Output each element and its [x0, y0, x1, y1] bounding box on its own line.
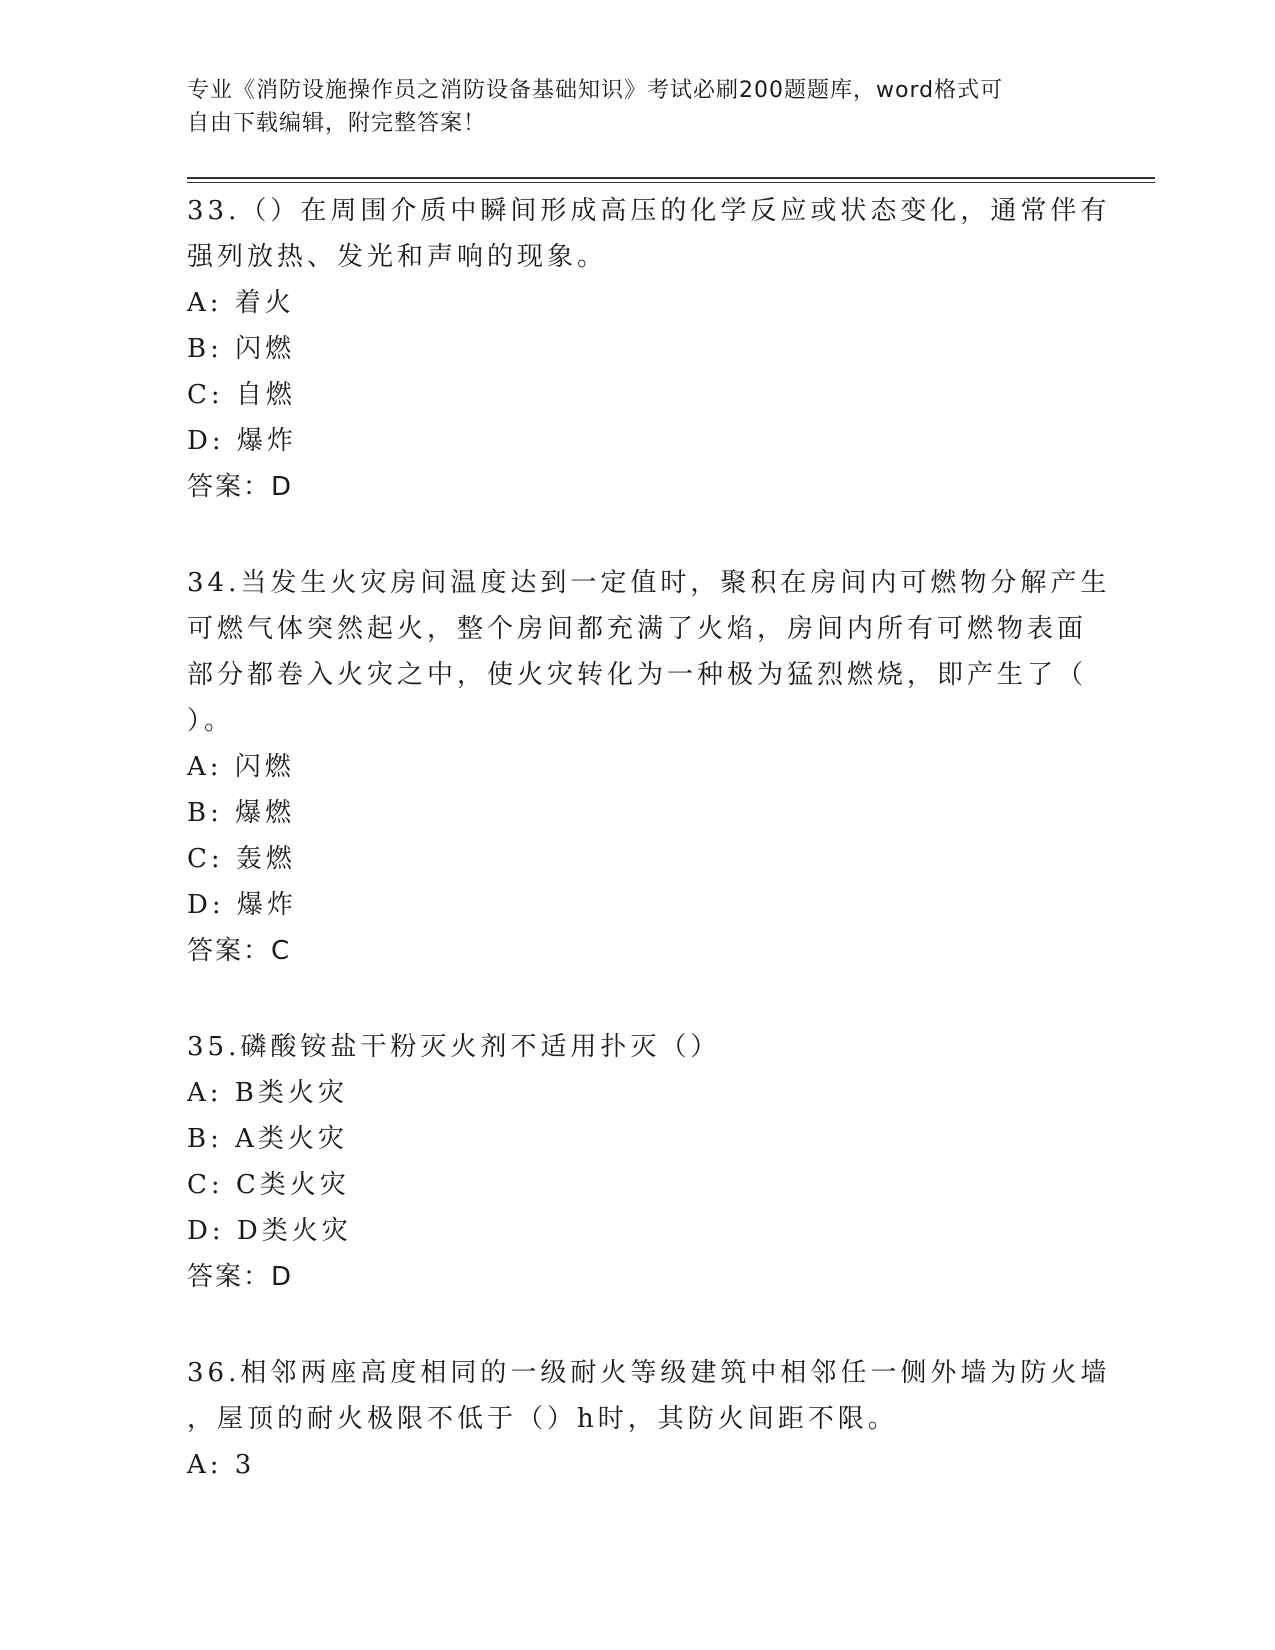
option-b: B: 闪燃: [187, 334, 296, 364]
question-text-line: 34.当发生火灾房间温度达到一定值时，聚积在房间内可燃物分解产生: [187, 568, 1111, 598]
header-divider-thick: [187, 177, 1155, 179]
option-d: D: 爆炸: [187, 890, 297, 920]
question-35: [187, 1024, 1087, 1300]
question-36: [187, 1350, 1111, 1488]
document-header: [187, 74, 1067, 140]
option-d: D: 爆炸: [187, 426, 297, 456]
option-c: C: 轰燃: [187, 844, 296, 874]
header-divider-thin: [187, 182, 1155, 183]
answer: 答案：D: [187, 472, 294, 502]
answer: 答案：C: [187, 936, 292, 966]
option-c: C: C类火灾: [187, 1170, 350, 1200]
question-34: [187, 560, 1111, 974]
option-a: A: 闪燃: [187, 752, 295, 782]
question-text-line: 35.磷酸铵盐干粉灭火剂不适用扑灭（）: [187, 1032, 721, 1062]
question-text-line: 强列放热、发光和声响的现象。: [187, 242, 608, 272]
question-list: [187, 188, 1111, 1538]
option-d: D: D类火灾: [187, 1216, 352, 1246]
question-text-line: 部分都卷入火灾之中，使火灾转化为一种极为猛烈燃烧，即产生了（: [187, 660, 1088, 690]
question-text-line: 可燃气体突然起火，整个房间都充满了火焰，房间内所有可燃物表面: [187, 614, 1088, 644]
question-text-line: 36.相邻两座高度相同的一级耐火等级建筑中相邻任一侧外墙为防火墙: [187, 1358, 1111, 1388]
option-a: A: B类火灾: [187, 1078, 348, 1108]
question-text-line: 33.（）在周围介质中瞬间形成高压的化学反应或状态变化，通常伴有: [187, 196, 1111, 226]
question-text-line: ，屋顶的耐火极限不低于（）h时，其防火间距不限。: [187, 1404, 898, 1434]
option-a: A: 着火: [187, 288, 295, 318]
option-a: A: 3: [187, 1450, 256, 1480]
question-text-line: ）。: [187, 706, 235, 736]
header-line-2: 自由下载编辑，附完整答案！: [187, 111, 487, 136]
header-line-1: 专业《消防设施操作员之消防设备基础知识》考试必刷200题题库，word格式可: [187, 78, 1004, 103]
answer: 答案：D: [187, 1262, 294, 1292]
option-b: B: 爆燃: [187, 798, 296, 828]
question-33: [187, 188, 1111, 510]
option-c: C: 自燃: [187, 380, 296, 410]
option-b: B: A类火灾: [187, 1124, 348, 1154]
